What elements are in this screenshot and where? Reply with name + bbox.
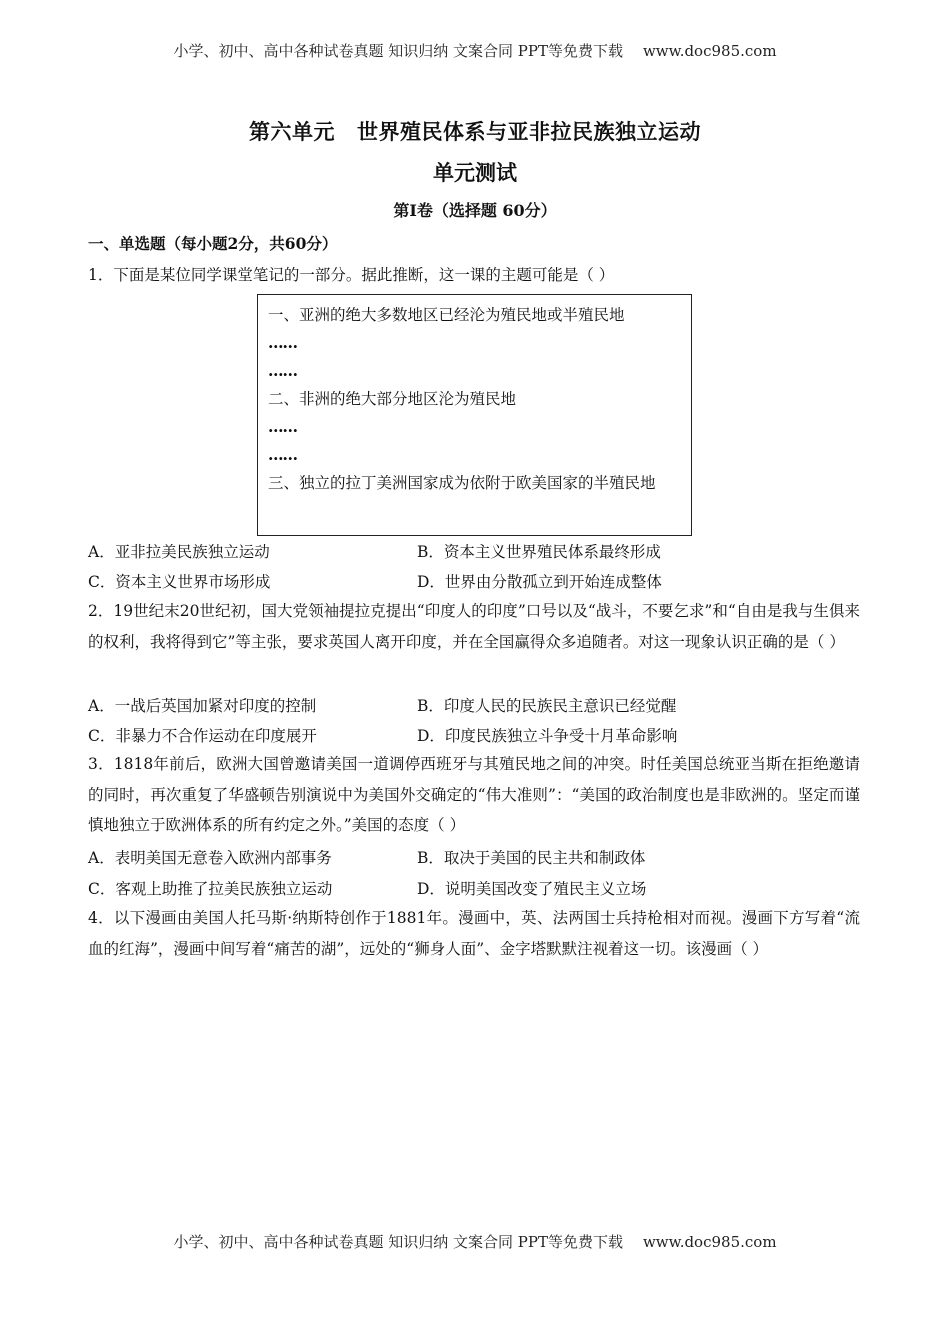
q1-stem: 1．下面是某位同学课堂笔记的一部分。据此推断，这一课的主题可能是（ ） bbox=[88, 266, 615, 284]
footer-url[interactable]: www.doc985.com bbox=[642, 1233, 777, 1251]
q1-notes-box bbox=[257, 294, 692, 536]
q2-stem: 2．19世纪末20世纪初，国大党领袖提拉克提出“印度人的印度”口号以及“战斗，不要乞求”和“自由是我与生俱来的权利，我将得到它”等主张，要求英国人离开印度，并在全国赢得众多追随者。对这一现象认识正确的是（ ） bbox=[88, 602, 860, 651]
test-subtitle: 单元测试 bbox=[433, 161, 517, 185]
page-footer bbox=[0, 1231, 950, 1252]
section-heading: 一、单选题（每小题2分，共60分） bbox=[88, 234, 338, 253]
unit-title bbox=[0, 116, 950, 146]
page-header bbox=[0, 40, 950, 61]
q2-option-a: A．一战后英国加紧对印度的控制 bbox=[88, 697, 317, 715]
note-line: 二、非洲的绝大部分地区沦为殖民地 bbox=[268, 390, 517, 408]
note-line: …… bbox=[268, 417, 297, 436]
q1-option-c: C．资本主义世界市场形成 bbox=[88, 573, 271, 591]
q4-stem: 4．以下漫画由美国人托马斯·纳斯特创作于1881年。漫画中，英、法两国士兵持枪相对而视。漫画下方写着“流血的红海”，漫画中间写着“痛苦的湖”，远处的“狮身人面”、金字塔默默注视着这一切。该漫画（ ） bbox=[88, 909, 860, 958]
q3-option-a: A．表明美国无意卷入欧洲内部事务 bbox=[88, 849, 332, 867]
q2-option-d: D．印度民族独立斗争受十月革命影响 bbox=[417, 727, 678, 745]
q3-stem: 3．1818年前后，欧洲大国曾邀请美国一道调停西班牙与其殖民地之间的冲突。时任美国总统亚当斯在拒绝邀请的同时，再次重复了华盛顿告别演说中为美国外交确定的“伟大准则”：“美国的政治制度也是非欧洲的。坚定而谨慎地独立于欧洲体系的所有约定之外。”美国的态度（ ） bbox=[88, 755, 860, 834]
q1-option-b: B．资本主义世界殖民体系最终形成 bbox=[417, 543, 661, 561]
unit-name: 世界殖民体系与亚非拉民族独立运动 bbox=[357, 120, 701, 144]
note-line: …… bbox=[268, 333, 297, 352]
header-text: 小学、初中、高中各种试卷真题 知识归纳 文案合同 PPT等免费下载 bbox=[173, 42, 623, 60]
header-url[interactable]: www.doc985.com bbox=[642, 42, 777, 60]
q3-option-b: B．取决于美国的民主共和制政体 bbox=[417, 849, 646, 867]
note-line: 三、独立的拉丁美洲国家成为依附于欧美国家的半殖民地 bbox=[268, 474, 656, 492]
note-line: 一、亚洲的绝大多数地区已经沦为殖民地或半殖民地 bbox=[268, 306, 625, 324]
q1-option-d: D．世界由分散孤立到开始连成整体 bbox=[417, 573, 662, 591]
footer-text: 小学、初中、高中各种试卷真题 知识归纳 文案合同 PPT等免费下载 bbox=[173, 1233, 623, 1251]
note-line: …… bbox=[268, 445, 297, 464]
q3-option-d: D．说明美国改变了殖民主义立场 bbox=[417, 880, 647, 898]
part-title: 第I卷（选择题 60分） bbox=[393, 201, 557, 220]
q1-option-a: A．亚非拉美民族独立运动 bbox=[88, 543, 270, 561]
unit-number: 第六单元 bbox=[249, 120, 335, 144]
q3-option-c: C．客观上助推了拉美民族独立运动 bbox=[88, 880, 333, 898]
note-line: …… bbox=[268, 361, 297, 380]
q2-option-c: C．非暴力不合作运动在印度展开 bbox=[88, 727, 317, 745]
q2-option-b: B．印度人民的民族民主意识已经觉醒 bbox=[417, 697, 677, 715]
